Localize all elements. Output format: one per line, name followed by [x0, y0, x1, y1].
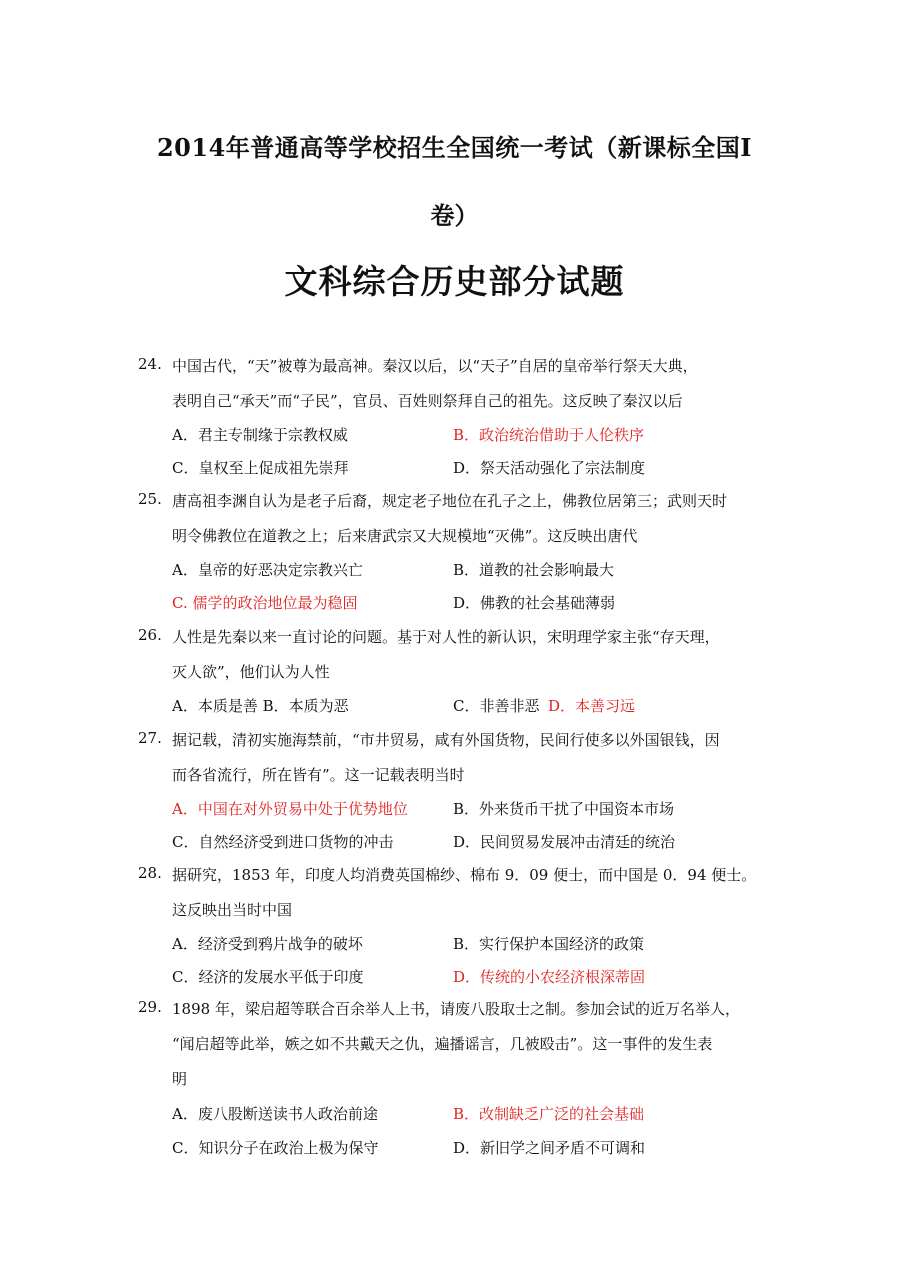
option-c: C．经济的发展水平低于印度 [172, 968, 364, 986]
option-d-answer: D．传统的小农经济根深蒂固 [453, 968, 646, 986]
option-c: C．非善非恶 [453, 697, 540, 715]
exam-title-line1: 2014年普通高等学校招生全国统一考试（新课标全国Ⅰ [156, 133, 753, 162]
option-d: D．佛教的社会基础薄弱 [453, 594, 616, 612]
question-stem-line: 表明自己“承天”而“子民”，官员、百姓则祭拜自己的祖先。这反映了秦汉以后 [172, 392, 683, 410]
question-stem-line: 1898 年，梁启超等联合百余举人上书，请废八股取士之制。参加会试的近万名举人， [172, 1000, 740, 1018]
question-stem-line: 中国古代，“天”被尊为最高神。秦汉以后，以“天子”自居的皇帝举行祭天大典， [172, 357, 698, 375]
question-number: 28. [138, 864, 162, 882]
question-stem-line: 而各省流行，所在皆有”。这一记载表明当时 [172, 766, 465, 784]
option-d: D．祭天活动强化了宗法制度 [453, 459, 646, 477]
question-stem-line: 据记载，清初实施海禁前，“市井贸易，咸有外国货物，民间行使多以外国银钱，因 [172, 731, 720, 749]
option-a: A．废八股断送读书人政治前途 [172, 1105, 378, 1123]
option-b-answer: B．改制缺乏广泛的社会基础 [453, 1105, 645, 1123]
question-stem-line: 唐高祖李渊自认为是老子后裔，规定老子地位在孔子之上，佛教位居第三；武则天时 [172, 492, 728, 510]
option-a: A．皇帝的好恶决定宗教兴亡 [172, 561, 363, 579]
question-number: 29. [138, 998, 162, 1016]
option-d: D．新旧学之间矛盾不可调和 [453, 1139, 646, 1157]
option-c: C．皇权至上促成祖先崇拜 [172, 459, 349, 477]
option-a-answer: A．中国在对外贸易中处于优势地位 [172, 800, 408, 818]
question-number: 25. [138, 490, 162, 508]
question-number: 24. [138, 355, 162, 373]
option-b: B．实行保护本国经济的政策 [453, 935, 645, 953]
option-c: C．自然经济受到进口货物的冲击 [172, 833, 394, 851]
question-stem-line: 人性是先秦以来一直讨论的问题。基于对人性的新认识，宋明理学家主张“存天理， [172, 628, 720, 646]
option-a: A．君主专制缘于宗教权威 [172, 426, 348, 444]
question-stem-line: 灭人欲”，他们认为人性 [172, 663, 330, 681]
question-stem-line: 这反映出当时中国 [172, 901, 293, 919]
option-a: A．经济受到鸦片战争的破坏 [172, 935, 363, 953]
option-a-b: A．本质是善 B．本质为恶 [172, 697, 349, 715]
question-number: 26. [138, 626, 162, 644]
option-c-answer: C. 儒学的政治地位最为稳固 [172, 594, 358, 612]
option-b: B．道教的社会影响最大 [453, 561, 615, 579]
option-d: D．民间贸易发展冲击清廷的统治 [453, 833, 676, 851]
exam-title-line2: 卷） [430, 201, 479, 230]
question-stem-line: 明 [172, 1070, 188, 1088]
option-d-answer: D．本善习远 [548, 697, 636, 715]
option-b: B．外来货币干扰了中国资本市场 [453, 800, 675, 818]
question-stem-line: “闻启超等此举，嫉之如不共戴天之仇，遍播谣言，几被殴击”。这一事件的发生表 [172, 1035, 713, 1053]
question-stem-line: 据研究，1853 年，印度人均消费英国棉纱、棉布 9．09 便士，而中国是 0．94 便士。 [172, 866, 757, 884]
question-stem-line: 明令佛教位在道教之上；后来唐武宗又大规模地“灭佛”。这反映出唐代 [172, 527, 638, 545]
option-b-answer: B．政治统治借助于人伦秩序 [453, 426, 645, 444]
question-number: 27. [138, 729, 162, 747]
exam-subtitle: 文科综合历史部分试题 [284, 262, 625, 301]
option-c: C．知识分子在政治上极为保守 [172, 1139, 379, 1157]
